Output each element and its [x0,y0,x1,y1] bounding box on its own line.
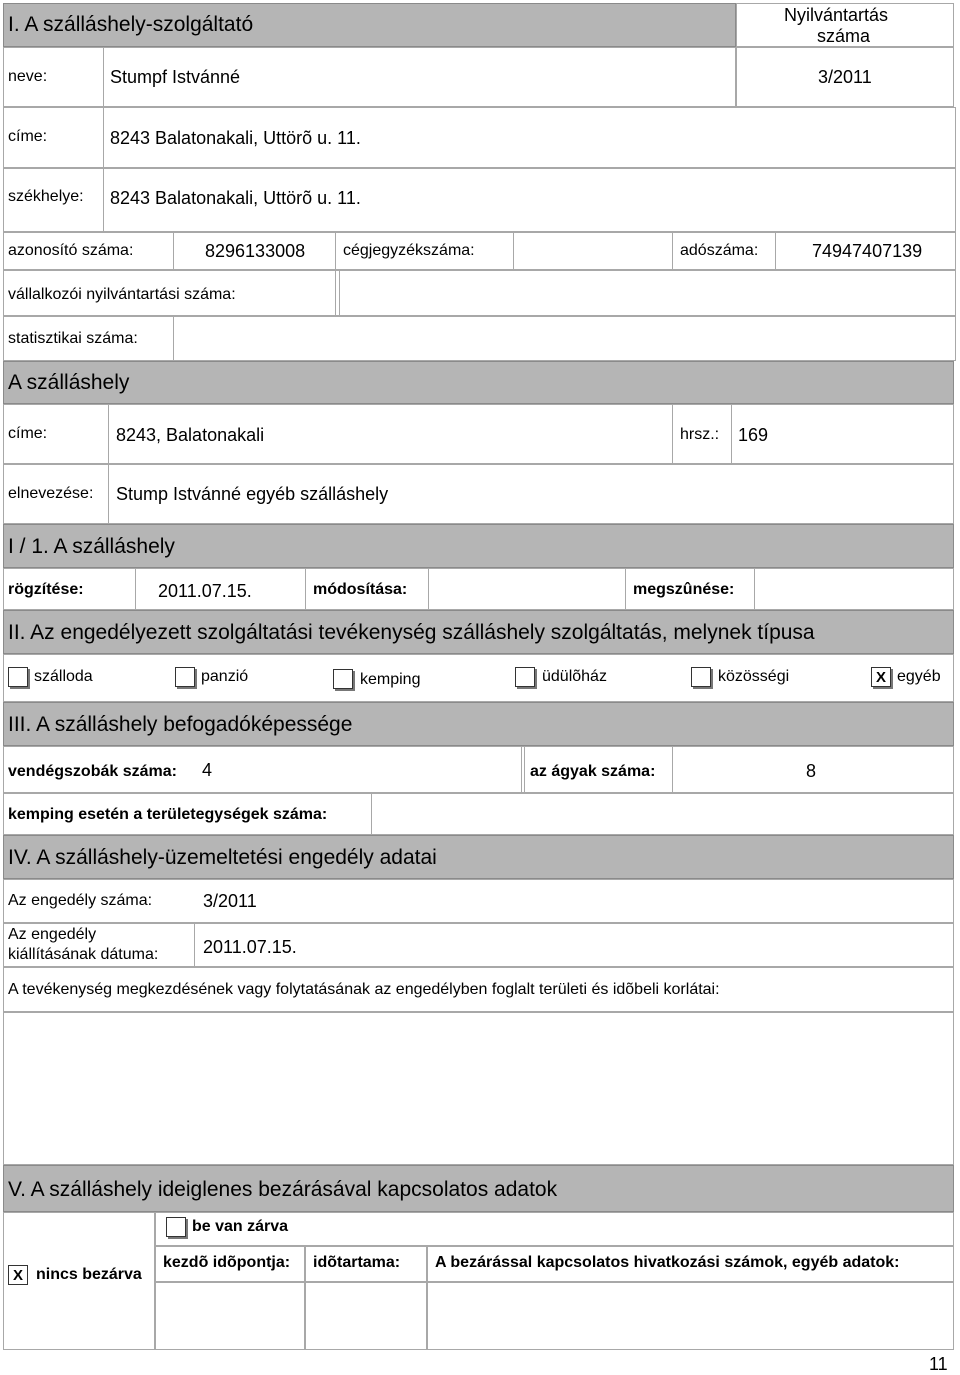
modified-label: módosítása: [313,581,408,598]
hotel-checkbox[interactable] [8,667,28,687]
not-closed-checkbox[interactable]: X [8,1265,28,1285]
camping-label: kemping [360,671,421,688]
section-3-title: III. A szálláshely befogadóképessége [8,713,353,736]
guesthouse-label: panzió [201,668,249,685]
registry-number-value: 3/2011 [818,67,872,87]
entrepreneur-label: vállalkozói nyilvántartási száma: [8,286,236,303]
divider [625,568,626,610]
seat-label: székhelye: [8,188,84,205]
hotel-label: szálloda [34,668,93,685]
restrictions-label: A tevékenység megkezdésének vagy folytatásának az engedélyben foglalt területi és idõbeli korlátai: [8,981,720,998]
permit-date-value: 2011.07.15. [203,937,297,957]
divider [335,232,336,270]
acc-name-label: elnevezése: [8,485,94,502]
section-1-title: I. A szálláshely-szolgáltató [8,13,254,36]
page-number: 11 [929,1354,948,1374]
permit-date-label-2: kiállításának dátuma: [8,946,159,963]
section-2-title: II. Az engedélyezett szolgáltatási tevékenység szálláshely szolgáltatás, melynek típusa [8,621,815,644]
other-checkbox[interactable]: X [871,667,891,687]
permit-number-label: Az engedély száma: [8,892,153,909]
name-label: neve: [8,68,48,85]
duration-label: idõtartama: [313,1254,401,1271]
section-1-1-title: I / 1. A szálláshely [8,535,175,558]
permit-number-value: 3/2011 [203,891,257,911]
id-number-label: azonosító száma: [8,242,134,259]
beds-label: az ágyak száma: [530,763,656,780]
divider [521,746,522,793]
closed-label: be van zárva [192,1218,289,1235]
section-4-title: IV. A szálláshely-üzemeltetési engedély adatai [8,846,437,869]
community-label: közösségi [718,668,790,685]
references-cell [427,1282,954,1350]
divider [371,793,372,835]
types-row [3,654,954,702]
acc-address-label: címe: [8,425,48,442]
divider [108,404,109,464]
divider [305,568,306,610]
guesthouse-checkbox[interactable] [175,667,195,687]
id-number-value: 8296133008 [205,241,306,261]
start-date-label: kezdõ idõpontja: [163,1254,291,1271]
tax-number-label: adószáma: [680,242,759,259]
closed-checkbox[interactable] [166,1217,186,1237]
duration-cell [305,1282,427,1350]
registry-number-label-2: száma [817,26,871,46]
holiday-house-checkbox[interactable] [515,667,535,687]
name-value: Stumpf Istvánné [110,67,241,87]
divider [524,746,525,793]
divider [339,270,340,316]
divider [135,568,136,610]
lot-number-label: hrsz.: [680,426,720,443]
dates-row [3,568,954,610]
divider [194,923,195,967]
section-5-title: V. A szálláshely ideiglenes bezárásával kapcsolatos adatok [8,1178,558,1201]
divider [775,232,776,270]
statistical-label: statisztikai száma: [8,330,138,347]
divider [173,316,174,361]
tax-number-value: 74947407139 [812,241,923,261]
divider [428,568,429,610]
beds-value: 8 [806,761,817,781]
recorded-label: rögzítése: [8,581,84,598]
divider [513,232,514,270]
permit-date-label-1: Az engedély [8,926,97,943]
address-value: 8243 Balatonakali, Uttörõ u. 11. [110,128,361,148]
guest-rooms-label: vendégszobák száma: [8,763,177,780]
recorded-value: 2011.07.15. [158,581,252,601]
terminated-label: megszûnése: [633,581,735,598]
acc-address-value: 8243, Balatonakali [116,425,265,445]
divider [731,404,732,464]
camping-checkbox[interactable] [333,669,353,689]
accommodation-title: A szálláshely [8,371,130,394]
divider [672,232,673,270]
divider [672,746,673,793]
divider [754,568,755,610]
start-date-cell [155,1282,305,1350]
lot-number-value: 169 [738,425,769,445]
address-label: címe: [8,128,48,145]
community-checkbox[interactable] [691,667,711,687]
holiday-house-label: üdülõház [542,668,607,685]
acc-name-value: Stump Istvánné egyéb szálláshely [116,484,389,504]
camping-units-label: kemping esetén a területegységek száma: [8,806,328,823]
guest-rooms-value: 4 [202,760,213,780]
not-closed-label: nincs bezárva [36,1266,142,1283]
divider [103,47,104,233]
divider [173,232,174,270]
divider [335,270,336,316]
restrictions-box [3,1012,954,1165]
statistical-row [3,316,956,361]
divider [108,464,109,524]
divider [672,404,673,464]
references-label: A bezárással kapcsolatos hivatkozási számok, egyéb adatok: [435,1254,900,1271]
seat-value: 8243 Balatonakali, Uttörõ u. 11. [110,188,361,208]
other-label: egyéb [897,668,941,685]
company-register-label: cégjegyzékszáma: [343,242,475,259]
accommodation-header [3,361,954,404]
registry-number-label-1: Nyilvántartás [784,5,889,25]
